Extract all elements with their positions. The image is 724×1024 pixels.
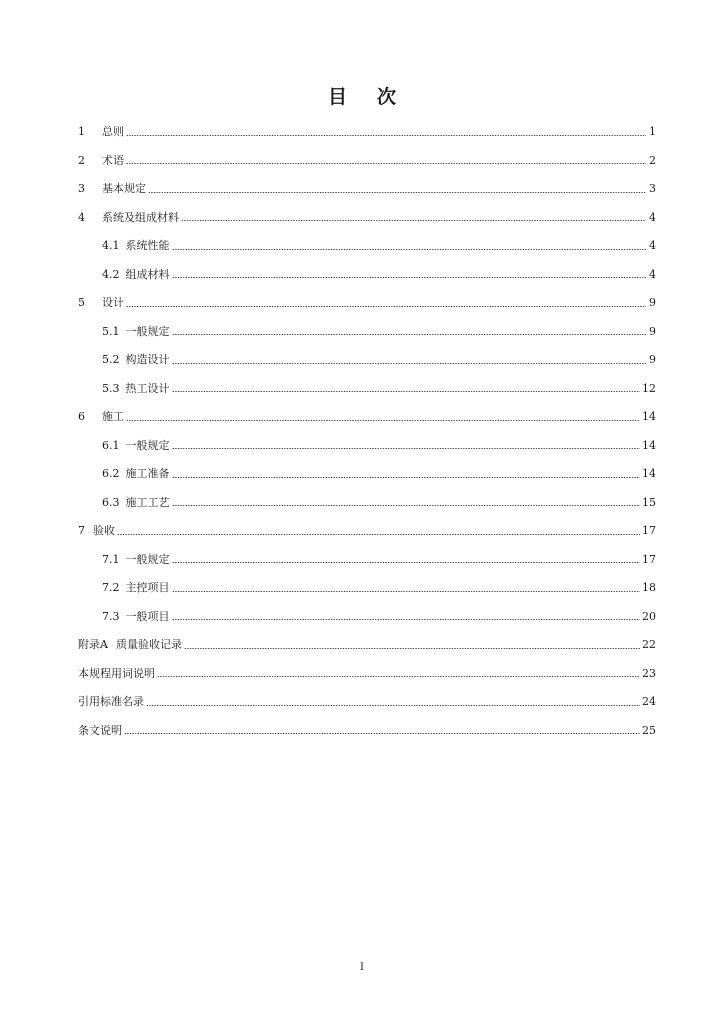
toc-entry-label: 热工设计: [125, 381, 170, 395]
toc-entry-label: 术语: [102, 153, 124, 167]
toc-entry-page-number: 12: [642, 381, 656, 395]
toc-entry[interactable]: [78, 204, 656, 233]
toc-entry[interactable]: [78, 717, 656, 746]
toc-entry-heading: [78, 524, 115, 538]
toc-entry-heading: [102, 467, 170, 481]
toc-entry-heading: [102, 496, 170, 510]
toc-entry-label: 组成材料: [125, 267, 170, 281]
toc-entry[interactable]: [78, 147, 656, 176]
toc-dot-leader: [124, 733, 640, 734]
toc-entry[interactable]: [78, 574, 656, 603]
toc-entry-label: 施工准备: [125, 467, 170, 481]
toc-entry-number: 5.1: [102, 324, 120, 338]
toc-entry-page-number: 4: [649, 267, 656, 281]
toc-entry-heading: [102, 382, 170, 396]
toc-entry-label: 验收: [93, 524, 115, 538]
table-of-contents: [78, 118, 656, 745]
toc-entry-heading: [78, 211, 179, 225]
toc-entry-label: 系统性能: [125, 239, 170, 253]
toc-entry-number: 6.2: [102, 467, 120, 481]
toc-entry[interactable]: [78, 232, 656, 261]
toc-entry-page-number: 23: [642, 666, 656, 680]
toc-entry-label: 本规程用词说明: [78, 666, 155, 680]
toc-dot-leader: [172, 334, 647, 335]
toc-entry-number: 5.3: [102, 381, 120, 395]
toc-entry[interactable]: [78, 375, 656, 404]
toc-dot-leader: [172, 619, 641, 620]
toc-entry-number: 1: [78, 125, 85, 139]
toc-entry-heading: [102, 353, 170, 367]
toc-entry[interactable]: [78, 489, 656, 518]
toc-dot-leader: [117, 534, 640, 535]
toc-entry-page-number: 9: [649, 324, 656, 338]
toc-dot-leader: [172, 249, 647, 250]
toc-entry-page-number: 25: [642, 723, 656, 737]
title-part-1: 目: [327, 86, 347, 108]
toc-entry-heading: [102, 553, 170, 567]
toc-entry-page-number: 17: [642, 524, 656, 538]
toc-entry-page-number: 15: [642, 495, 656, 509]
toc-entry-heading: [78, 724, 122, 738]
toc-entry-label: 构造设计: [125, 353, 170, 367]
toc-entry-page-number: 4: [649, 210, 656, 224]
toc-entry[interactable]: [78, 603, 656, 632]
toc-entry-page-number: 9: [649, 353, 656, 367]
toc-entry-page-number: 9: [649, 296, 656, 310]
toc-dot-leader: [126, 163, 646, 164]
toc-entry-heading: [102, 325, 170, 339]
toc-entry-number: 2: [78, 153, 85, 167]
toc-entry-page-number: 14: [642, 410, 656, 424]
toc-entry[interactable]: [78, 631, 656, 660]
toc-entry-heading: [78, 154, 124, 168]
toc-entry-number: 3: [78, 182, 85, 196]
toc-entry-heading: [78, 667, 155, 681]
toc-dot-leader: [172, 591, 641, 592]
toc-entry[interactable]: [78, 460, 656, 489]
toc-entry-page-number: 18: [642, 581, 656, 595]
toc-dot-leader: [126, 306, 646, 307]
toc-entry-heading: [102, 239, 170, 253]
toc-entry-number: 5: [78, 296, 85, 310]
toc-entry-label: 一般规定: [125, 552, 170, 566]
toc-entry-page-number: 24: [642, 695, 656, 709]
toc-dot-leader: [172, 477, 641, 478]
toc-entry-page-number: 2: [649, 153, 656, 167]
toc-dot-leader: [126, 420, 640, 421]
toc-entry-number: 7.3: [102, 609, 120, 623]
toc-entry[interactable]: [78, 688, 656, 717]
toc-entry-page-number: 1: [649, 125, 656, 139]
toc-entry-page-number: 3: [649, 182, 656, 196]
toc-entry-page-number: 14: [642, 467, 656, 481]
toc-entry[interactable]: [78, 403, 656, 432]
toc-entry-number: 6: [78, 410, 85, 424]
toc-entry-number: 6.3: [102, 495, 120, 509]
toc-entry-heading: [78, 638, 182, 652]
toc-entry-label: 一般规定: [125, 324, 170, 338]
toc-entry[interactable]: [78, 660, 656, 689]
toc-entry[interactable]: [78, 289, 656, 318]
toc-entry-page-number: 17: [642, 552, 656, 566]
toc-entry-number: 7.2: [102, 581, 120, 595]
toc-entry-number: 附录A: [78, 638, 108, 652]
title-part-2: 次: [377, 86, 397, 108]
toc-entry[interactable]: [78, 346, 656, 375]
toc-entry-page-number: 22: [642, 638, 656, 652]
toc-entry-number: 7: [78, 524, 85, 538]
toc-entry-label: 条文说明: [78, 723, 122, 737]
toc-dot-leader: [172, 277, 647, 278]
toc-entry-heading: [78, 182, 146, 196]
toc-entry[interactable]: [78, 432, 656, 461]
toc-entry-number: 5.2: [102, 353, 120, 367]
toc-entry-page-number: 14: [642, 438, 656, 452]
toc-dot-leader: [184, 648, 640, 649]
toc-dot-leader: [172, 363, 647, 364]
toc-entry-label: 引用标准名录: [78, 695, 144, 709]
toc-entry-label: 系统及组成材料: [102, 210, 179, 224]
toc-entry-heading: [102, 268, 170, 282]
toc-entry[interactable]: [78, 118, 656, 147]
toc-entry-heading: [102, 439, 170, 453]
toc-entry-label: 施工工艺: [125, 495, 170, 509]
toc-dot-leader: [181, 220, 646, 221]
toc-entry-number: 4.1: [102, 239, 120, 253]
toc-entry-heading: [78, 125, 124, 139]
toc-entry-number: 4.2: [102, 267, 120, 281]
toc-dot-leader: [126, 135, 646, 136]
toc-dot-leader: [172, 562, 641, 563]
toc-entry[interactable]: [78, 318, 656, 347]
toc-dot-leader: [172, 505, 641, 506]
toc-entry-label: 质量验收记录: [115, 638, 182, 652]
toc-entry-label: 总则: [102, 125, 124, 139]
toc-entry-label: 主控项目: [125, 581, 170, 595]
toc-entry[interactable]: [78, 517, 656, 546]
toc-entry-heading: [102, 581, 170, 595]
toc-entry-label: 一般规定: [125, 438, 170, 452]
toc-entry-page-number: 20: [642, 609, 656, 623]
toc-entry[interactable]: [78, 546, 656, 575]
toc-dot-leader: [146, 705, 640, 706]
toc-dot-leader: [157, 676, 640, 677]
toc-entry-heading: [78, 296, 124, 310]
page-footer-number: I: [360, 962, 364, 973]
toc-dot-leader: [172, 448, 641, 449]
toc-entry-label: 设计: [102, 296, 124, 310]
page-title: [0, 82, 724, 109]
toc-entry-page-number: 4: [649, 239, 656, 253]
toc-entry-number: 7.1: [102, 552, 120, 566]
toc-entry-number: 4: [78, 210, 85, 224]
toc-dot-leader: [172, 391, 641, 392]
toc-entry-heading: [78, 695, 144, 709]
toc-entry-number: 6.1: [102, 438, 120, 452]
toc-entry-heading: [78, 410, 124, 424]
toc-entry-heading: [102, 610, 170, 624]
toc-entry[interactable]: [78, 261, 656, 290]
toc-entry-label: 施工: [102, 410, 124, 424]
toc-entry-label: 一般项目: [125, 609, 170, 623]
toc-dot-leader: [148, 192, 646, 193]
toc-entry-label: 基本规定: [102, 182, 146, 196]
toc-entry[interactable]: [78, 175, 656, 204]
